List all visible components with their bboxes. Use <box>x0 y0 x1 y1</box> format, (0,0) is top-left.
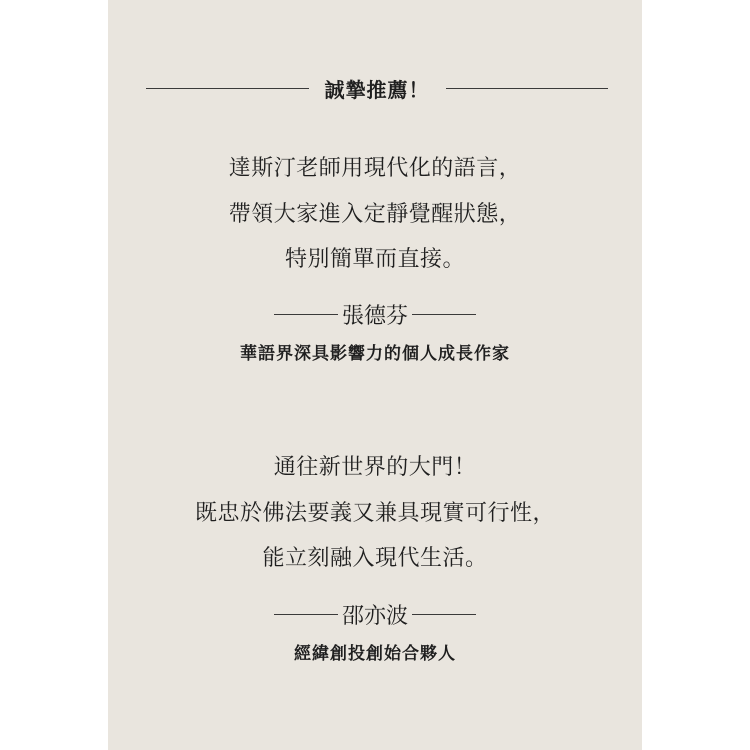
endorsement-page <box>108 0 642 750</box>
author-rule-left <box>274 314 338 315</box>
heading-rule-left <box>146 88 309 89</box>
endorsement-1-author-title: 華語界深具影響力的個人成長作家 <box>240 344 510 364</box>
endorsement-1-author-name: 張德芬 <box>341 303 408 329</box>
author-rule-left <box>274 614 338 615</box>
endorsement-1-author-row <box>108 298 642 330</box>
endorsement-1-quote-line-2: 帶領大家進入定靜覺醒狀態， <box>228 202 522 227</box>
author-rule-right <box>412 614 476 615</box>
endorsement-2-quote-line-2: 既忠於佛法要義又兼具現實可行性， <box>194 501 555 526</box>
endorsement-2-quote-line-1: 通往新世界的大門！ <box>273 455 477 480</box>
endorsement-2-author-row <box>108 598 642 630</box>
author-rule-right <box>412 314 476 315</box>
endorsement-2-author-title: 經緯創投創始合夥人 <box>294 644 456 664</box>
endorsement-2-quote-line-3: 能立刻融入現代生活。 <box>262 546 488 571</box>
endorsement-2-author-name: 邵亦波 <box>341 603 408 629</box>
heading-row <box>146 72 608 104</box>
heading-rule-right <box>446 88 609 89</box>
endorsement-1-quote-line-1: 達斯汀老師用現代化的語言， <box>228 156 522 181</box>
endorsement-1-quote-line-3: 特別簡單而直接。 <box>284 247 465 272</box>
page-heading: 誠摯推薦！ <box>324 77 430 102</box>
